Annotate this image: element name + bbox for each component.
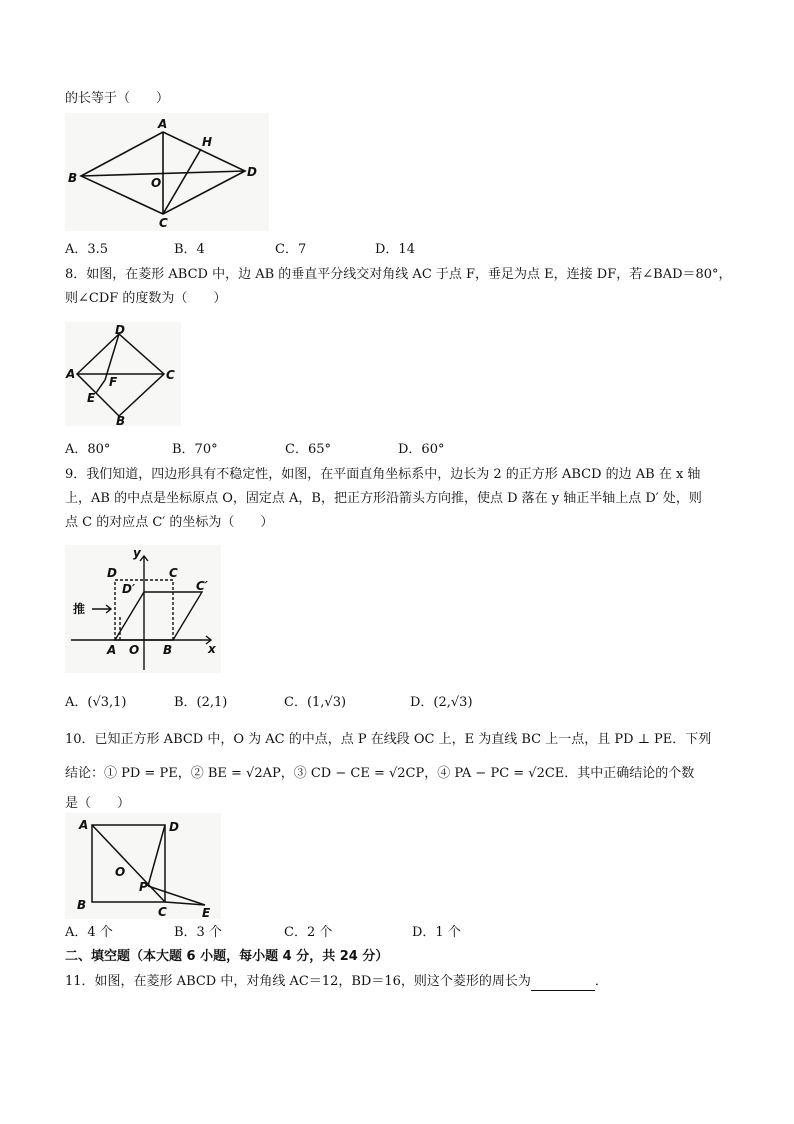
q9-label-push: 推 (73, 602, 86, 616)
q10-stem-line2: 结论：① PD = PE，② BE = √2AP，③ CD − CE = √2CP，④ PA − PC = √2CE．其中正确结论的个数 (65, 766, 695, 781)
q9-label-B: B (163, 643, 173, 657)
q8-option-d[interactable]: D．60° (398, 442, 445, 457)
q8-stem-line1: 8．如图，在菱形 ABCD 中，边 AB 的垂直平分线交对角线 AC 于点 F，垂足为点 E，连接 DF，若∠BAD＝80°， (65, 267, 732, 282)
q7-label-A: A (158, 117, 168, 131)
q10-option-c[interactable]: C．2 个 (284, 925, 333, 940)
q10-label-E: E (202, 906, 211, 919)
q10-stem-line3: 是（ ） (65, 796, 131, 811)
q8-label-C: C (166, 368, 175, 382)
q9-stem-line2: 上，AB 的中点是坐标原点 O，固定点 A，B，把正方形沿箭头方向推，使点 D 落在 y 轴正半轴上点 D′ 处，则 (65, 491, 702, 506)
q9-label-A: A (107, 643, 117, 657)
q10-option-d[interactable]: D．1 个 (412, 925, 461, 940)
q9-label-C-prime: C′ (196, 579, 208, 593)
q11-answer-blank[interactable] (531, 978, 595, 991)
q8-option-b[interactable]: B．70° (172, 442, 218, 457)
q7-label-B: B (68, 171, 78, 185)
q10-figure (65, 813, 221, 919)
q10-label-O: O (115, 865, 126, 879)
q9-label-D: D (107, 566, 117, 580)
q9-label-y: y (133, 546, 141, 560)
q9-option-d[interactable]: D．(2,√3) (410, 695, 473, 710)
q8-label-E: E (87, 391, 96, 405)
q7-label-D: D (247, 165, 257, 179)
q8-label-A: A (66, 367, 76, 381)
q9-label-D-prime: D′ (122, 582, 136, 596)
q9-stem-line1: 9．我们知道，四边形具有不稳定性，如图，在平面直角坐标系中，边长为 2 的正方形 ABCD 的边 AB 在 x 轴 (65, 467, 701, 482)
q10-label-P: P (139, 880, 148, 894)
q9-option-b[interactable]: B．(2,1) (174, 695, 228, 710)
q11-stem (65, 973, 608, 991)
q9-stem-line3: 点 C 的对应点 C′ 的坐标为（ ） (65, 515, 274, 530)
q8-option-c[interactable]: C．65° (285, 442, 331, 457)
q7-stem-tail: 的长等于（ ） (65, 91, 170, 106)
q10-option-b[interactable]: B．3 个 (174, 925, 222, 940)
q10-label-A: A (79, 818, 89, 832)
q9-label-O: O (129, 643, 140, 657)
q11-end: ． (594, 974, 608, 989)
q7-option-b[interactable]: B．4 (174, 242, 205, 257)
q7-label-H: H (202, 135, 213, 149)
q7-option-d[interactable]: D．14 (375, 242, 415, 257)
q9-label-x: x (208, 642, 216, 656)
q11-text: 11．如图，在菱形 ABCD 中，对角线 AC＝12，BD＝16，则这个菱形的周长为 (65, 974, 531, 989)
q7-option-c[interactable]: C．7 (275, 242, 307, 257)
q8-label-B: B (116, 414, 126, 426)
q10-option-a[interactable]: A．4 个 (65, 925, 113, 940)
q7-figure (65, 113, 269, 231)
q9-figure (65, 545, 221, 673)
q10-label-B: B (77, 898, 87, 912)
q7-option-a[interactable]: A．3.5 (65, 242, 109, 257)
q8-stem-line2: 则∠CDF 的度数为（ ） (65, 291, 227, 306)
q8-figure (65, 322, 181, 426)
q8-option-a[interactable]: A．80° (65, 442, 111, 457)
q10-stem-line1: 10．已知正方形 ABCD 中，O 为 AC 的中点，点 P 在线段 OC 上，E 为直线 BC 上一点，且 PD ⊥ PE．下列 (65, 732, 712, 747)
q10-label-C: C (158, 905, 167, 919)
q9-label-C: C (169, 566, 178, 580)
q8-label-D: D (115, 323, 125, 337)
section-heading: 二、填空题（本大题 6 小题，每小题 4 分，共 24 分） (65, 949, 389, 964)
q8-label-F: F (109, 375, 118, 389)
q7-label-O: O (151, 176, 162, 190)
q9-option-a[interactable]: A．(√3,1) (65, 695, 127, 710)
q9-option-c[interactable]: C．(1,√3) (284, 695, 347, 710)
q10-label-D: D (169, 820, 179, 834)
q7-label-C: C (159, 216, 168, 230)
